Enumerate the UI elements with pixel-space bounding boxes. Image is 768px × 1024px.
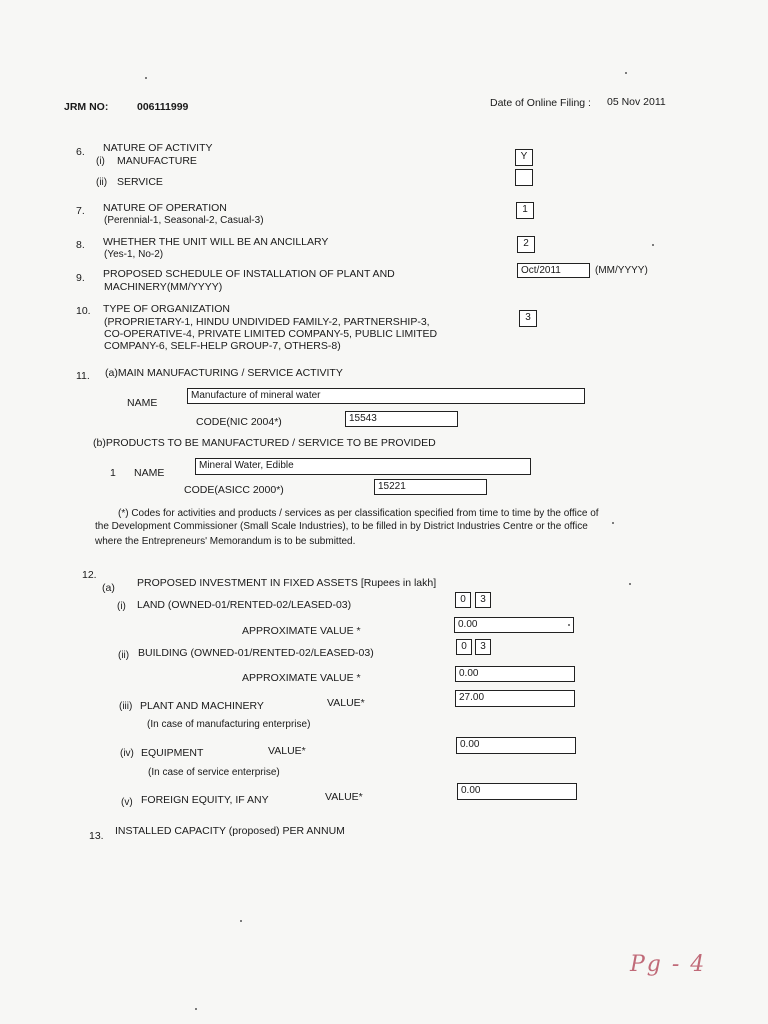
asicc-code-field[interactable]: 15221 — [374, 479, 487, 495]
section-12-number: 12. — [82, 569, 97, 581]
section-12a-title: PROPOSED INVESTMENT IN FIXED ASSETS [Rupees in lakh] — [137, 577, 437, 589]
nic-code-label: CODE(NIC 2004*) — [196, 416, 282, 428]
plant-machinery-value-field[interactable]: 27.00 — [455, 690, 575, 707]
building-marker: (ii) — [118, 650, 130, 661]
codes-note-line-3: where the Entrepreneurs' Memorandum is to be submitted. — [95, 536, 356, 547]
scan-speck — [240, 920, 242, 922]
section-6-ii-marker: (ii) — [96, 177, 108, 188]
scan-speck — [625, 72, 627, 74]
service-field[interactable] — [515, 169, 533, 186]
plant-machinery-label: PLANT AND MACHINERY — [140, 700, 264, 712]
filing-date-value: 05 Nov 2011 — [607, 96, 666, 108]
activity-name-label: NAME — [127, 397, 158, 409]
section-6-title: NATURE OF ACTIVITY — [103, 142, 213, 154]
scan-speck — [145, 77, 147, 79]
section-9-number: 9. — [76, 272, 85, 284]
section-12a-marker: (a) — [102, 582, 115, 594]
scan-speck — [568, 624, 570, 626]
service-label: SERVICE — [117, 176, 163, 188]
scan-speck — [652, 244, 654, 246]
land-label: LAND (OWNED-01/RENTED-02/LEASED-03) — [137, 599, 352, 611]
building-ownership-digit-2[interactable]: 3 — [475, 639, 491, 655]
section-11b-title: (b)PRODUCTS TO BE MANUFACTURED / SERVICE TO BE PROVIDED — [93, 437, 436, 449]
section-8-number: 8. — [76, 239, 85, 251]
land-value-field[interactable]: 0.00 — [454, 617, 574, 633]
section-6-number: 6. — [76, 146, 85, 158]
land-marker: (i) — [117, 601, 126, 612]
section-13-number: 13. — [89, 830, 104, 842]
activity-name-field[interactable]: Manufacture of mineral water — [187, 388, 585, 404]
installation-schedule-field[interactable]: Oct/2011 — [517, 263, 590, 278]
foreign-equity-value-field[interactable]: 0.00 — [457, 783, 577, 800]
section-8-title: WHETHER THE UNIT WILL BE AN ANCILLARY — [103, 236, 329, 248]
section-11-number: 11. — [76, 370, 90, 382]
plant-machinery-note: (In case of manufacturing enterprise) — [147, 719, 311, 730]
handwritten-page-number: Pg - 4 — [630, 952, 707, 977]
installation-schedule-unit: (MM/YYYY) — [595, 265, 648, 276]
section-7-number: 7. — [76, 205, 85, 217]
section-9-subtitle: MACHINERY(MM/YYYY) — [104, 281, 223, 293]
scan-speck — [195, 1008, 197, 1010]
section-10-options-line-1: (PROPRIETARY-1, HINDU UNDIVIDED FAMILY-2, PARTNERSHIP-3, — [104, 316, 430, 328]
filing-date-label: Date of Online Filing : — [490, 97, 591, 109]
building-approx-value-label: APPROXIMATE VALUE * — [242, 672, 361, 684]
plant-value-label: VALUE* — [327, 697, 365, 709]
nature-of-operation-field[interactable]: 1 — [516, 202, 534, 219]
equipment-value-label: VALUE* — [268, 745, 306, 757]
ancillary-field[interactable]: 2 — [517, 236, 535, 253]
codes-note-line-2: the Development Commissioner (Small Scale Industries), to be filled in by District Industries Centre or the office — [95, 521, 588, 532]
section-11a-title: (a)MAIN MANUFACTURING / SERVICE ACTIVITY — [105, 367, 343, 379]
building-ownership-digit-1[interactable]: 0 — [456, 639, 472, 655]
urm-label: JRM NO: — [64, 101, 109, 113]
section-6-i-marker: (i) — [96, 156, 105, 167]
equipment-label: EQUIPMENT — [141, 747, 204, 759]
land-ownership-digit-2[interactable]: 3 — [475, 592, 491, 608]
equipment-note: (In case of service enterprise) — [148, 767, 280, 778]
plant-marker: (iii) — [119, 701, 133, 712]
foreign-equity-marker: (v) — [121, 797, 133, 808]
scan-speck — [629, 583, 631, 585]
nic-code-field[interactable]: 15543 — [345, 411, 458, 427]
foreign-equity-value-label: VALUE* — [325, 791, 363, 803]
urm-number: 006111999 — [137, 101, 189, 113]
product-item-number: 1 — [110, 467, 116, 479]
building-label: BUILDING (OWNED-01/RENTED-02/LEASED-03) — [138, 647, 374, 659]
building-value-field[interactable]: 0.00 — [455, 666, 575, 682]
codes-note-line-1: (*) Codes for activities and products / services as per classification specified from time to time by the office of — [118, 508, 599, 519]
manufacture-field[interactable]: Y — [515, 149, 533, 166]
land-ownership-digit-1[interactable]: 0 — [455, 592, 471, 608]
land-approx-value-label: APPROXIMATE VALUE * — [242, 625, 361, 637]
section-10-number: 10. — [76, 305, 91, 317]
manufacture-label: MANUFACTURE — [117, 155, 197, 167]
equipment-marker: (iv) — [120, 748, 134, 759]
equipment-value-field[interactable]: 0.00 — [456, 737, 576, 754]
section-8-subtitle: (Yes-1, No-2) — [104, 249, 164, 260]
product-name-label: NAME — [134, 467, 165, 479]
section-10-title: TYPE OF ORGANIZATION — [103, 303, 230, 315]
section-10-options-line-2: CO-OPERATIVE-4, PRIVATE LIMITED COMPANY-5, PUBLIC LIMITED — [104, 328, 438, 340]
asicc-code-label: CODE(ASICC 2000*) — [184, 484, 284, 496]
scan-speck — [612, 522, 614, 524]
section-9-title: PROPOSED SCHEDULE OF INSTALLATION OF PLANT AND — [103, 268, 395, 280]
foreign-equity-label: FOREIGN EQUITY, IF ANY — [141, 794, 269, 806]
product-name-field[interactable]: Mineral Water, Edible — [195, 458, 531, 475]
section-10-options-line-3: COMPANY-6, SELF-HELP GROUP-7, OTHERS-8) — [104, 340, 341, 352]
section-7-title: NATURE OF OPERATION — [103, 202, 227, 214]
organization-type-field[interactable]: 3 — [519, 310, 537, 327]
section-13-title: INSTALLED CAPACITY (proposed) PER ANNUM — [115, 825, 345, 837]
section-7-subtitle: (Perennial-1, Seasonal-2, Casual-3) — [104, 215, 264, 226]
